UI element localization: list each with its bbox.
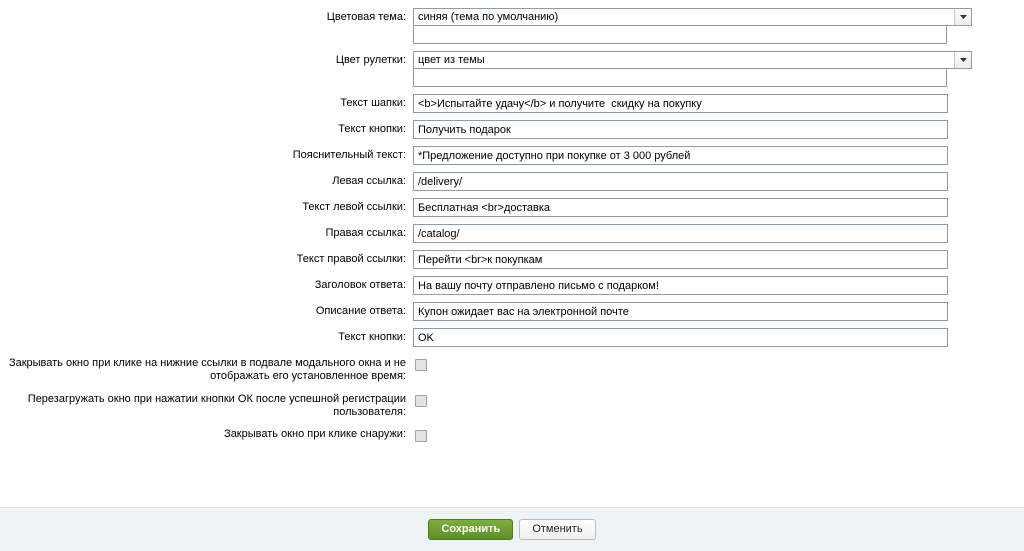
label-header-text: Текст шапки: <box>340 97 406 109</box>
input-right-link[interactable] <box>413 224 948 243</box>
input-header-text[interactable] <box>413 94 948 113</box>
form-row-left-link <box>0 172 1024 191</box>
form-row-left-link-text <box>0 198 1024 217</box>
label-answer-button-text: Текст кнопки: <box>338 331 406 343</box>
form-row-answer-description <box>0 302 1024 321</box>
label-roulette-color: Цвет рулетки: <box>335 54 406 66</box>
form-row-right-link <box>0 224 1024 243</box>
select-color-theme[interactable] <box>413 8 972 26</box>
select-roulette-color[interactable] <box>413 51 972 69</box>
label-answer-description: Описание ответа: <box>315 305 406 317</box>
input-button-text[interactable] <box>413 120 948 139</box>
form-row-explanatory-text <box>0 146 1024 165</box>
color-theme-select-wrap <box>413 8 972 26</box>
label-left-link-text: Текст левой ссылки: <box>302 201 406 213</box>
label-reload-on-ok-after-registration: Перезагружать окно при нажатии кнопки ОК после успешной регистрации пользователя: <box>27 393 406 418</box>
form-row-reload-on-ok-after-registration <box>0 393 1024 419</box>
checkbox-close-on-outside-click[interactable] <box>415 430 427 442</box>
save-button[interactable]: Сохранить <box>428 519 513 540</box>
label-left-link: Левая ссылка: <box>332 175 406 187</box>
label-color-theme: Цветовая тема: <box>326 11 406 23</box>
form-row-close-on-outside-click <box>0 428 1024 442</box>
cancel-button[interactable]: Отменить <box>519 519 595 540</box>
roulette-color-secondary-strip[interactable] <box>413 69 947 87</box>
checkbox-reload-on-ok-after-registration[interactable] <box>415 395 427 407</box>
left-edge-strip <box>0 0 2 507</box>
input-left-link-text[interactable] <box>413 198 948 217</box>
form-row-answer-button-text <box>0 328 1024 347</box>
color-theme-secondary-strip[interactable] <box>413 26 947 44</box>
label-close-on-footer-link-click: Закрывать окно при клике на нижние ссылки в подвале модального окна и не отображать его установленное время: <box>8 357 406 382</box>
form-row-header-text <box>0 94 1024 113</box>
label-button-text: Текст кнопки: <box>338 123 406 135</box>
form-footer <box>0 507 1024 551</box>
form-row-right-link-text <box>0 250 1024 269</box>
input-left-link[interactable] <box>413 172 948 191</box>
form-row-color-theme <box>0 8 1024 44</box>
label-right-link: Правая ссылка: <box>325 227 406 239</box>
form-row-roulette-color <box>0 51 1024 87</box>
input-answer-title[interactable] <box>413 276 948 295</box>
input-explanatory-text[interactable] <box>413 146 948 165</box>
input-answer-description[interactable] <box>413 302 948 321</box>
label-explanatory-text: Пояснительный текст: <box>292 149 406 161</box>
form-row-close-on-footer-link-click <box>0 357 1024 383</box>
form-row-answer-title <box>0 276 1024 295</box>
roulette-color-select-wrap <box>413 51 972 69</box>
input-right-link-text[interactable] <box>413 250 948 269</box>
label-answer-title: Заголовок ответа: <box>314 279 406 291</box>
label-right-link-text: Текст правой ссылки: <box>296 253 406 265</box>
label-close-on-outside-click: Закрывать окно при клике снаружи: <box>224 428 406 440</box>
form-row-button-text <box>0 120 1024 139</box>
checkbox-close-on-footer-link-click[interactable] <box>415 359 427 371</box>
input-answer-button-text[interactable] <box>413 328 948 347</box>
